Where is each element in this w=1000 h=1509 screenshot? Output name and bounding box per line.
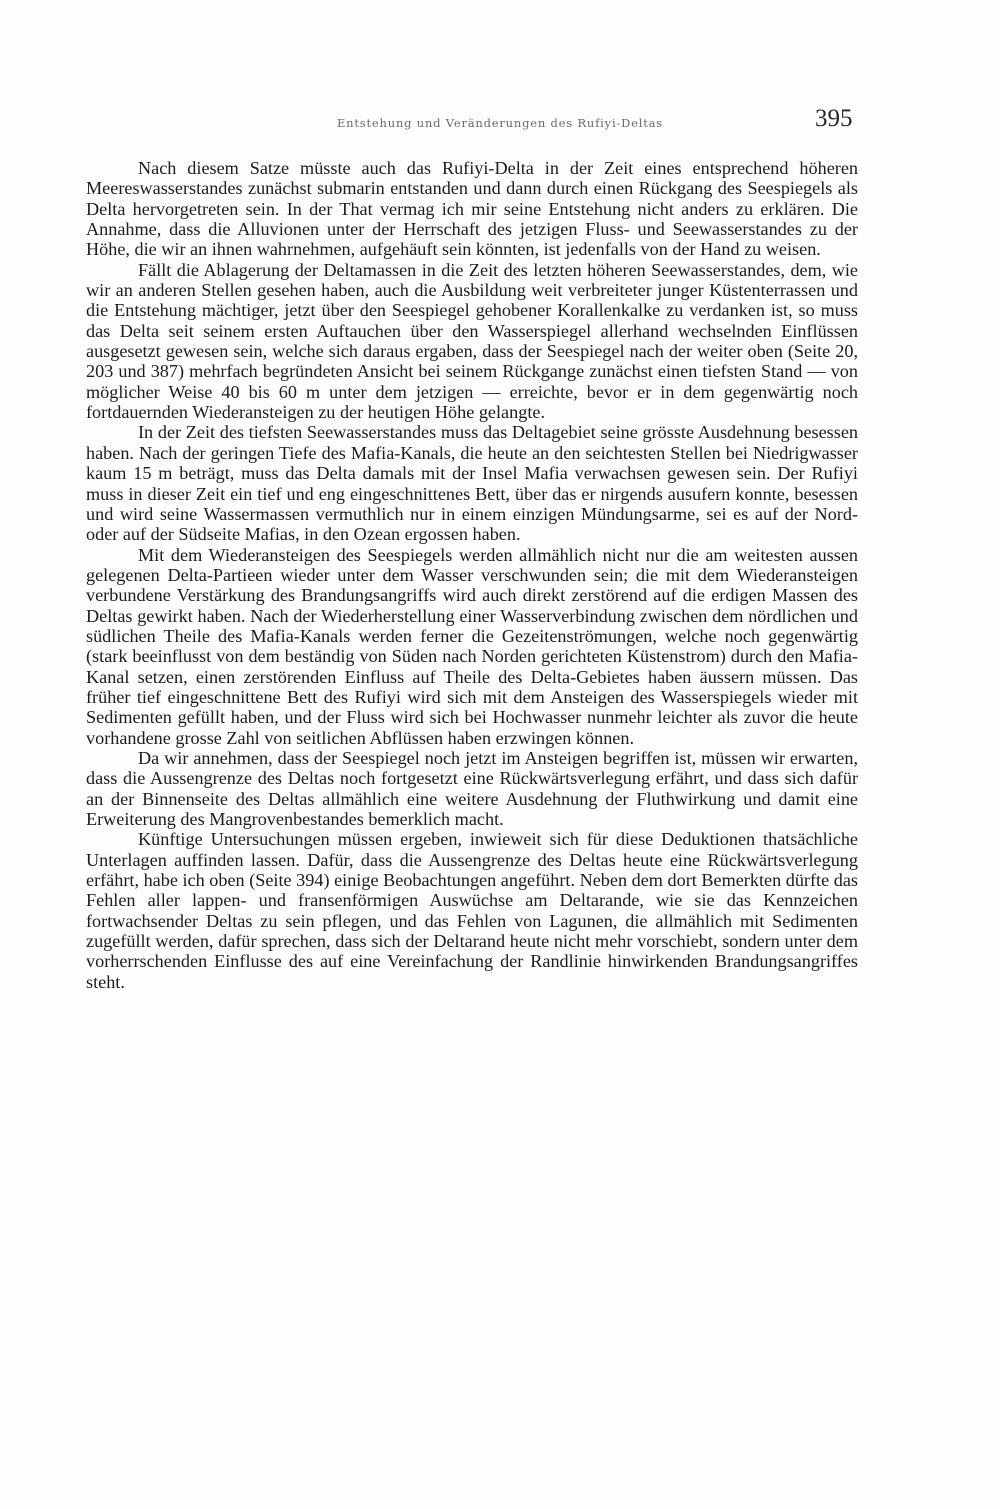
paragraph: Künftige Untersuchungen müssen ergeben, inwieweit sich für diese Deduktionen thatsächliche Unterlagen auffinden lassen. Dafür, dass die Aussengrenze des Deltas heute eine Rückwärtsverlegung erfährt, habe ich oben (Seite 394) einige Beobachtungen angeführt. Neben dem dort Bemerkten dürfte das Fehlen aller lappen- und fransenförmigen Auswüchse am Deltarande, wie sie das Kennzeichen fortwachsender Deltas zu sein pflegen, und das Fehlen von Lagunen, die allmählich mit Sedimenten zugefüllt werden, dafür sprechen, dass sich der Deltarand heute nicht mehr vorschiebt, sondern unter dem vorherrschenden Einflusse des auf eine Vereinfachung der Randlinie hinwirkenden Brandungsangriffes steht. <box>86 829 858 992</box>
page-number: 395 <box>815 105 853 132</box>
paragraph: In der Zeit des tiefsten Seewasserstandes muss das Deltagebiet seine grösste Ausdehnung besessen haben. Nach der geringen Tiefe des Mafia-Kanals, die heute an den seichtesten Stellen bei Niedrigwasser kaum 15 m beträgt, muss das Delta damals mit der Insel Mafia verwachsen gewesen sein. Der Rufiyi muss in dieser Zeit ein tief und eng eingeschnittenes Bett, über das er nirgends ausufern konnte, besessen und wird seine Wassermassen vermuthlich nur in einem einzigen Mündungsarme, sei es auf der Nord- oder auf der Südseite Mafias, in den Ozean ergossen haben. <box>86 422 858 545</box>
paragraph: Nach diesem Satze müsste auch das Rufiyi-Delta in der Zeit eines entsprechend höheren Meereswasserstandes zunächst submarin entstanden und dann durch einen Rückgang des Seespiegels als Delta hervorgetreten sein. In der That vermag ich mir seine Entstehung nicht anders zu erklären. Die Annahme, dass die Alluvionen unter der Herrschaft des jetzigen Fluss- und Seewasserstandes zu der Höhe, die wir an ihnen wahrnehmen, aufgehäuft sein könnten, ist jedenfalls von der Hand zu weisen. <box>86 158 858 260</box>
paragraph: Mit dem Wiederansteigen des Seespiegels werden allmählich nicht nur die am weitesten aussen gelegenen Delta-Partieen wieder unter dem Wasser verschwunden sein; die mit dem Wiederansteigen verbundene Verstärkung des Brandungsangriffs wird auch direkt zerstörend auf die erdigen Massen des Deltas gewirkt haben. Nach der Wiederherstellung einer Wasserverbindung zwischen dem nördlichen und südlichen Theile des Mafia-Kanals werden ferner die Gezeitenströmungen, welche noch gegenwärtig (stark beeinflusst von dem beständig von Süden nach Norden gerichteten Küstenstrom) durch den Mafia-Kanal setzen, einen zerstörenden Einfluss auf Theile des Delta-Gebietes haben äussern müssen. Das früher tief eingeschnittene Bett des Rufiyi wird sich mit dem Ansteigen des Wasserspiegels wieder mit Sedimenten gefüllt haben, und der Fluss wird sich bei Hochwasser nunmehr leichter als zuvor die heute vorhandene grosse Zahl von seitlichen Abflüssen haben erzwingen können. <box>86 544 858 748</box>
running-title: Entstehung und Veränderungen des Rufiyi-Deltas <box>336 116 663 130</box>
paragraph: Fällt die Ablagerung der Deltamassen in die Zeit des letzten höheren Seewasserstandes, dem, wie wir an anderen Stellen gesehen haben, auch die Ausbildung weit verbreiteter junger Küstenterrassen und die Entstehung mächtiger, jetzt über den Seespiegel gehobener Korallenkalke zu verdanken ist, so muss das Delta seit seinem ersten Auftauchen über den Wasserspiegel allerhand wechselnden Einflüssen ausgesetzt gewesen sein, welche sich daraus ergaben, dass der Seespiegel nach der weiter oben (Seite 20, 203 und 387) mehrfach begründeten Ansicht bei seinem Rückgange zunächst einen tiefsten Stand — von möglicher Weise 40 bis 60 m unter dem jetzigen — erreichte, bevor er in dem gegenwärtig noch fortdauernden Wiederansteigen zu der heutigen Höhe gelangte. <box>86 259 858 423</box>
paragraph: Da wir annehmen, dass der Seespiegel noch jetzt im Ansteigen begriffen ist, müssen wir erwarten, dass die Aussengrenze des Deltas noch fortgesetzt eine Rückwärtsverlegung erfährt, und dass sich dafür an der Binnenseite des Deltas allmählich eine weitere Ausdehnung der Fluthwirkung und damit eine Erweiterung des Mangrovenbestandes bemerklich macht. <box>86 747 858 829</box>
body-text <box>86 158 858 992</box>
